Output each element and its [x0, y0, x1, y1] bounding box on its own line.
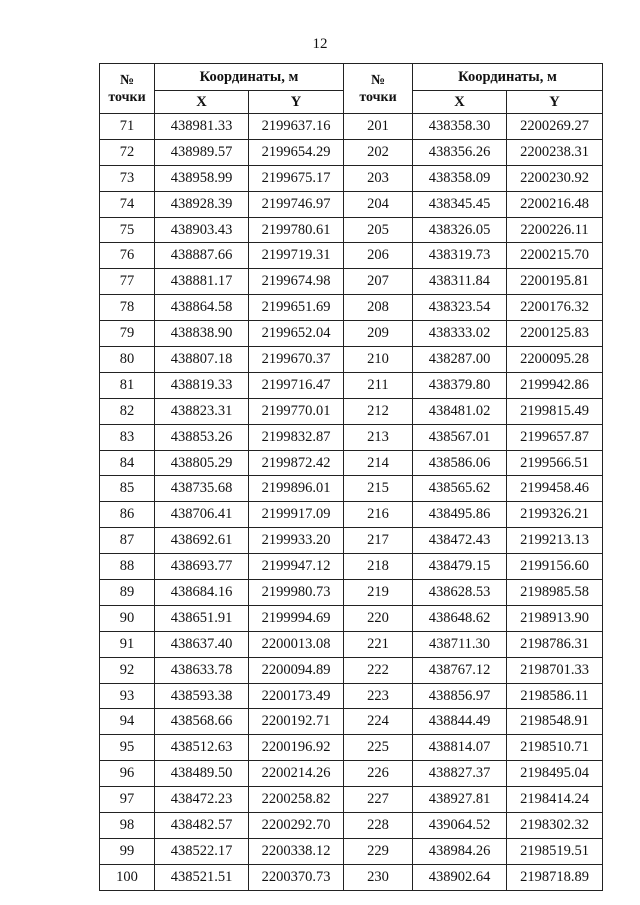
table-row	[100, 398, 603, 424]
x-coordinate-cell: 438495.86	[413, 502, 507, 528]
x-coordinate-cell: 438903.43	[155, 217, 249, 243]
y-coordinate-cell: 2199994.69	[249, 605, 344, 631]
y-coordinate-cell: 2198718.89	[507, 864, 603, 890]
y-coordinate-cell: 2200238.31	[507, 139, 603, 165]
x-coordinate-cell: 438586.06	[413, 450, 507, 476]
y-coordinate-cell: 2200230.92	[507, 165, 603, 191]
point-number-cell: 222	[344, 657, 413, 683]
y-coordinate-cell: 2200192.71	[249, 709, 344, 735]
table-row	[100, 709, 603, 735]
point-number-cell: 89	[100, 580, 155, 606]
x-coordinate-cell: 438827.37	[413, 761, 507, 787]
x-coordinate-cell: 438887.66	[155, 243, 249, 269]
y-coordinate-cell: 2200176.32	[507, 295, 603, 321]
y-coordinate-cell: 2200196.92	[249, 735, 344, 761]
y-coordinate-cell: 2198510.71	[507, 735, 603, 761]
point-number-cell: 225	[344, 735, 413, 761]
point-number-cell: 202	[344, 139, 413, 165]
point-number-cell: 211	[344, 372, 413, 398]
point-number-cell: 88	[100, 554, 155, 580]
point-number-cell: 205	[344, 217, 413, 243]
x-coordinate-cell: 438287.00	[413, 347, 507, 373]
x-coordinate-cell: 438633.78	[155, 657, 249, 683]
point-number-cell: 81	[100, 372, 155, 398]
y-coordinate-cell: 2199213.13	[507, 528, 603, 554]
x-coordinate-cell: 438684.16	[155, 580, 249, 606]
point-number-cell: 208	[344, 295, 413, 321]
x-coordinate-cell: 438593.38	[155, 683, 249, 709]
y-coordinate-cell: 2199746.97	[249, 191, 344, 217]
x-coordinate-cell: 438358.09	[413, 165, 507, 191]
table-row	[100, 605, 603, 631]
x-coordinate-cell: 438693.77	[155, 554, 249, 580]
y-coordinate-cell: 2199917.09	[249, 502, 344, 528]
x-coordinate-cell: 438311.84	[413, 269, 507, 295]
y-coordinate-cell: 2198913.90	[507, 605, 603, 631]
y-coordinate-cell: 2199566.51	[507, 450, 603, 476]
y-coordinate-cell: 2199670.37	[249, 347, 344, 373]
point-number-cell: 217	[344, 528, 413, 554]
table-row	[100, 787, 603, 813]
y-coordinate-cell: 2199326.21	[507, 502, 603, 528]
x-header-left: X	[155, 91, 249, 114]
y-coordinate-cell: 2200269.27	[507, 114, 603, 140]
point-number-cell: 71	[100, 114, 155, 140]
point-number-cell: 203	[344, 165, 413, 191]
y-coordinate-cell: 2199674.98	[249, 269, 344, 295]
num-symbol: №	[119, 72, 135, 88]
y-coordinate-cell: 2199675.17	[249, 165, 344, 191]
x-coordinate-cell: 438481.02	[413, 398, 507, 424]
point-number-cell: 223	[344, 683, 413, 709]
num-symbol: №	[370, 72, 386, 88]
x-coordinate-cell: 439064.52	[413, 813, 507, 839]
x-coordinate-cell: 438333.02	[413, 321, 507, 347]
table-row	[100, 243, 603, 269]
y-coordinate-cell: 2199815.49	[507, 398, 603, 424]
x-coordinate-cell: 438984.26	[413, 838, 507, 864]
x-coordinate-cell: 438989.57	[155, 139, 249, 165]
x-coordinate-cell: 438853.26	[155, 424, 249, 450]
table-row	[100, 502, 603, 528]
table-row	[100, 295, 603, 321]
x-coordinate-cell: 438823.31	[155, 398, 249, 424]
y-coordinate-cell: 2199657.87	[507, 424, 603, 450]
x-coordinate-cell: 438472.23	[155, 787, 249, 813]
point-number-cell: 91	[100, 631, 155, 657]
point-number-cell: 230	[344, 864, 413, 890]
table-row	[100, 217, 603, 243]
point-number-cell: 204	[344, 191, 413, 217]
coords-header-right: Координаты, м	[413, 64, 603, 91]
point-number-cell: 209	[344, 321, 413, 347]
x-coordinate-cell: 438565.62	[413, 476, 507, 502]
y-coordinate-cell: 2200094.89	[249, 657, 344, 683]
x-header-right: X	[413, 91, 507, 114]
y-coordinate-cell: 2200095.28	[507, 347, 603, 373]
point-number-cell: 97	[100, 787, 155, 813]
table-row	[100, 139, 603, 165]
y-coordinate-cell: 2199933.20	[249, 528, 344, 554]
num-word: точки	[108, 89, 146, 105]
point-number-cell: 212	[344, 398, 413, 424]
x-coordinate-cell: 438881.17	[155, 269, 249, 295]
x-coordinate-cell: 438767.12	[413, 657, 507, 683]
page-number: 12	[312, 36, 328, 52]
table-row	[100, 838, 603, 864]
table-row	[100, 735, 603, 761]
table-body	[100, 114, 603, 891]
table-row	[100, 372, 603, 398]
table-row	[100, 165, 603, 191]
y-coordinate-cell: 2199654.29	[249, 139, 344, 165]
point-number-cell: 229	[344, 838, 413, 864]
y-coordinate-cell: 2199980.73	[249, 580, 344, 606]
table-row	[100, 683, 603, 709]
table-row	[100, 191, 603, 217]
y-coordinate-cell: 2198495.04	[507, 761, 603, 787]
x-coordinate-cell: 438567.01	[413, 424, 507, 450]
point-number-cell: 224	[344, 709, 413, 735]
point-number-cell: 214	[344, 450, 413, 476]
point-number-cell: 80	[100, 347, 155, 373]
point-number-cell: 74	[100, 191, 155, 217]
x-coordinate-cell: 438648.62	[413, 605, 507, 631]
point-number-cell: 220	[344, 605, 413, 631]
x-coordinate-cell: 438326.05	[413, 217, 507, 243]
y-coordinate-cell: 2198519.51	[507, 838, 603, 864]
point-number-cell: 221	[344, 631, 413, 657]
point-number-cell: 216	[344, 502, 413, 528]
table-row	[100, 580, 603, 606]
x-coordinate-cell: 438958.99	[155, 165, 249, 191]
point-number-header-right	[344, 64, 413, 114]
y-coordinate-cell: 2199832.87	[249, 424, 344, 450]
table-row	[100, 813, 603, 839]
point-number-cell: 72	[100, 139, 155, 165]
point-number-cell: 79	[100, 321, 155, 347]
table-row	[100, 864, 603, 890]
x-coordinate-cell: 438345.45	[413, 191, 507, 217]
y-coordinate-cell: 2199156.60	[507, 554, 603, 580]
num-word: точки	[359, 89, 397, 105]
point-number-cell: 90	[100, 605, 155, 631]
y-coordinate-cell: 2199652.04	[249, 321, 344, 347]
y-coordinate-cell: 2200125.83	[507, 321, 603, 347]
x-coordinate-cell: 438489.50	[155, 761, 249, 787]
table-row	[100, 114, 603, 140]
y-coordinate-cell: 2198985.58	[507, 580, 603, 606]
point-number-cell: 228	[344, 813, 413, 839]
y-coordinate-cell: 2200216.48	[507, 191, 603, 217]
point-number-cell: 219	[344, 580, 413, 606]
y-coordinate-cell: 2199651.69	[249, 295, 344, 321]
table-row	[100, 347, 603, 373]
y-coordinate-cell: 2200258.82	[249, 787, 344, 813]
x-coordinate-cell: 438522.17	[155, 838, 249, 864]
y-coordinate-cell: 2198586.11	[507, 683, 603, 709]
x-coordinate-cell: 438807.18	[155, 347, 249, 373]
y-coordinate-cell: 2198548.91	[507, 709, 603, 735]
point-number-cell: 201	[344, 114, 413, 140]
table-row	[100, 450, 603, 476]
table-row	[100, 424, 603, 450]
x-coordinate-cell: 438521.51	[155, 864, 249, 890]
table-row	[100, 554, 603, 580]
table-row	[100, 269, 603, 295]
x-coordinate-cell: 438805.29	[155, 450, 249, 476]
table-row	[100, 761, 603, 787]
y-coordinate-cell: 2200173.49	[249, 683, 344, 709]
x-coordinate-cell: 438692.61	[155, 528, 249, 554]
x-coordinate-cell: 438819.33	[155, 372, 249, 398]
point-number-cell: 84	[100, 450, 155, 476]
table-row	[100, 528, 603, 554]
point-number-cell: 87	[100, 528, 155, 554]
x-coordinate-cell: 438902.64	[413, 864, 507, 890]
y-coordinate-cell: 2199872.42	[249, 450, 344, 476]
point-number-cell: 83	[100, 424, 155, 450]
point-number-cell: 93	[100, 683, 155, 709]
point-number-cell: 94	[100, 709, 155, 735]
x-coordinate-cell: 438568.66	[155, 709, 249, 735]
x-coordinate-cell: 438472.43	[413, 528, 507, 554]
y-coordinate-cell: 2199719.31	[249, 243, 344, 269]
x-coordinate-cell: 438838.90	[155, 321, 249, 347]
y-coordinate-cell: 2198701.33	[507, 657, 603, 683]
y-coordinate-cell: 2200370.73	[249, 864, 344, 890]
y-coordinate-cell: 2198786.31	[507, 631, 603, 657]
point-number-cell: 218	[344, 554, 413, 580]
table-row	[100, 657, 603, 683]
point-number-cell: 99	[100, 838, 155, 864]
x-coordinate-cell: 438844.49	[413, 709, 507, 735]
point-number-cell: 85	[100, 476, 155, 502]
point-number-cell: 95	[100, 735, 155, 761]
x-coordinate-cell: 438379.80	[413, 372, 507, 398]
x-coordinate-cell: 438319.73	[413, 243, 507, 269]
point-number-cell: 96	[100, 761, 155, 787]
point-number-cell: 78	[100, 295, 155, 321]
y-coordinate-cell: 2199458.46	[507, 476, 603, 502]
y-coordinate-cell: 2200013.08	[249, 631, 344, 657]
point-number-cell: 227	[344, 787, 413, 813]
x-coordinate-cell: 438356.26	[413, 139, 507, 165]
x-coordinate-cell: 438981.33	[155, 114, 249, 140]
point-number-cell: 92	[100, 657, 155, 683]
y-coordinate-cell: 2200292.70	[249, 813, 344, 839]
y-coordinate-cell: 2199780.61	[249, 217, 344, 243]
x-coordinate-cell: 438864.58	[155, 295, 249, 321]
y-coordinate-cell: 2198302.32	[507, 813, 603, 839]
x-coordinate-cell: 438482.57	[155, 813, 249, 839]
point-number-cell: 206	[344, 243, 413, 269]
point-number-cell: 100	[100, 864, 155, 890]
y-header-left: Y	[249, 91, 344, 114]
x-coordinate-cell: 438928.39	[155, 191, 249, 217]
y-coordinate-cell: 2200195.81	[507, 269, 603, 295]
y-coordinate-cell: 2199770.01	[249, 398, 344, 424]
y-coordinate-cell: 2198414.24	[507, 787, 603, 813]
x-coordinate-cell: 438706.41	[155, 502, 249, 528]
point-number-cell: 73	[100, 165, 155, 191]
y-coordinate-cell: 2199942.86	[507, 372, 603, 398]
point-number-cell: 210	[344, 347, 413, 373]
y-coordinate-cell: 2200215.70	[507, 243, 603, 269]
table-row	[100, 631, 603, 657]
point-number-cell: 215	[344, 476, 413, 502]
y-coordinate-cell: 2200338.12	[249, 838, 344, 864]
x-coordinate-cell: 438735.68	[155, 476, 249, 502]
y-coordinate-cell: 2199896.01	[249, 476, 344, 502]
point-number-cell: 213	[344, 424, 413, 450]
table-row	[100, 476, 603, 502]
point-number-cell: 77	[100, 269, 155, 295]
point-number-header-left	[100, 64, 155, 114]
x-coordinate-cell: 438323.54	[413, 295, 507, 321]
point-number-cell: 76	[100, 243, 155, 269]
point-number-cell: 98	[100, 813, 155, 839]
point-number-cell: 207	[344, 269, 413, 295]
point-number-cell: 75	[100, 217, 155, 243]
y-coordinate-cell: 2199637.16	[249, 114, 344, 140]
table-row	[100, 321, 603, 347]
coords-header-left: Координаты, м	[155, 64, 344, 91]
x-coordinate-cell: 438479.15	[413, 554, 507, 580]
x-coordinate-cell: 438711.30	[413, 631, 507, 657]
y-header-right: Y	[507, 91, 603, 114]
x-coordinate-cell: 438637.40	[155, 631, 249, 657]
y-coordinate-cell: 2200214.26	[249, 761, 344, 787]
x-coordinate-cell: 438927.81	[413, 787, 507, 813]
point-number-cell: 226	[344, 761, 413, 787]
x-coordinate-cell: 438651.91	[155, 605, 249, 631]
x-coordinate-cell: 438814.07	[413, 735, 507, 761]
coordinates-table	[99, 63, 603, 891]
x-coordinate-cell: 438628.53	[413, 580, 507, 606]
y-coordinate-cell: 2200226.11	[507, 217, 603, 243]
x-coordinate-cell: 438856.97	[413, 683, 507, 709]
x-coordinate-cell: 438358.30	[413, 114, 507, 140]
y-coordinate-cell: 2199947.12	[249, 554, 344, 580]
point-number-cell: 82	[100, 398, 155, 424]
y-coordinate-cell: 2199716.47	[249, 372, 344, 398]
point-number-cell: 86	[100, 502, 155, 528]
x-coordinate-cell: 438512.63	[155, 735, 249, 761]
